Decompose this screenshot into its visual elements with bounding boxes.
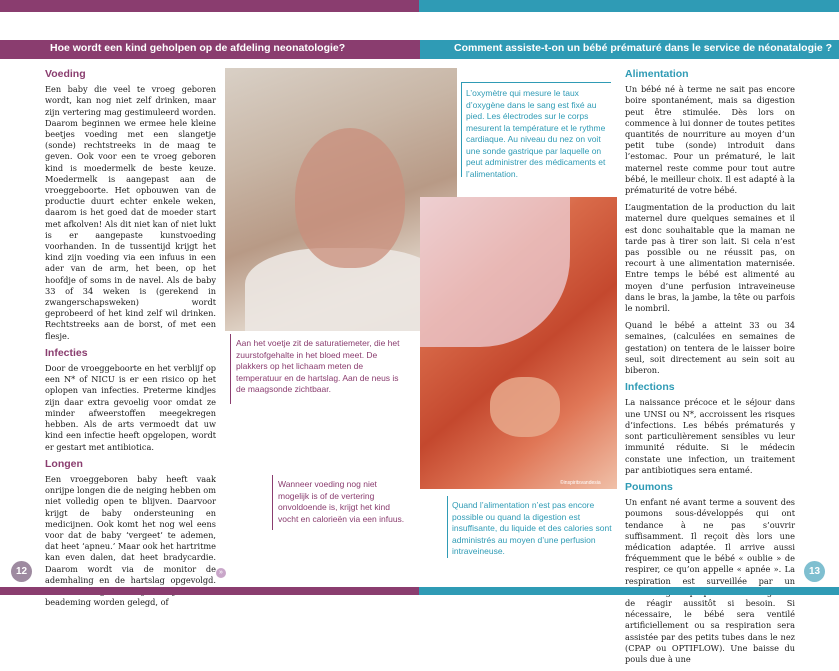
caption-nl-middle: Aan het voetje zit de saturatiemeter, die het zuurstofgehalte in het bloed meet. De plakkers op het lichaam meten de temperatuur en de hartslag. Aan de neus is de maagsonde zichtbaar.: [236, 338, 400, 394]
paragraph: Door de vroeggeboorte en het verblijf op een N* of NICU is er een risico op het oplopen van infecties. Preterme kindjes zijn daar extra gevoelig voor omdat ze minder afweerstoffen meegekregen hebben. Als de arts vermoedt dat uw kind een infectie heeft opgelopen, wordt er gestart met antibiotica.: [45, 363, 216, 452]
section-heading-longen: Longen: [45, 457, 83, 470]
paragraph: La naissance précoce et le séjour dans une UNSI ou N*, accroissent les risques d’infections. Les bébés prématurés y sont particulièrement sensibles vu leur immunité réduite. Si le médecin constate une infection, un traitement par antibiotiques sera entamé.: [625, 397, 795, 475]
caption-rule: [272, 475, 273, 530]
photo-baby: [295, 128, 405, 268]
top-bar-right: [419, 0, 839, 12]
top-bar-left: [0, 0, 419, 12]
section-heading-infecties: Infecties: [45, 346, 88, 359]
page-number-right: 13: [804, 561, 825, 582]
paragraph: Un bébé né à terme ne sait pas encore boire spontanément, mais sa digestion peut être stimulée. Dès lors on commence à lui donner de toutes petites quantités de nourriture au moyen d’un petit tube (sonde) introduit dans l’estomac. Pour un prématuré, le lait maternel reste comme pour tout autre bébé, le meilleur choix. Il est adapté à la prématurité de votre bébé.: [625, 84, 795, 196]
section-heading-infections: Infections: [625, 381, 675, 394]
paragraph: L’augmentation de la production du lait maternel dure quelques semaines et il est donc souhaitable que la maman ne tarde pas à tirer son lait. Si cela n’est pas possible ou ne réussit pas, on recourt à une alimentation maternisée. Entre temps le bébé est alimenté au moyen d’une perfusion intraveineuse dans le bras, la jambe, la tête ou parfois le nombril.: [625, 202, 795, 314]
section-heading-voeding: Voeding: [45, 68, 86, 80]
section-heading-poumons: Poumons: [625, 480, 673, 493]
right-header-title: Comment assiste-t-on un bébé prématuré dans le service de néonatalogie ?: [454, 42, 833, 54]
caption-fr-top: L’oxymètre qui mesure le taux d’oxygène dans le sang est fixé au pied. Les électrodes sur le corps mesurent la température et le rythme cardiaque. Au niveau du nez on voit une sonde gastrique par laquelle on peut administrer des médicaments et l’alimentation.: [466, 88, 606, 179]
continue-arrow-icon: »: [216, 568, 226, 578]
photo-blanket: [420, 197, 570, 347]
photo-foot: [490, 377, 560, 437]
paragraph: Quand le bébé a atteint 33 ou 34 semaines, (calculées en semaines de gestation) on tentera de le laisser boire seul, soit directement au sein soit au biberon.: [625, 320, 795, 376]
section-heading-alimentation: Alimentation: [625, 68, 689, 80]
left-header-title: Hoe wordt een kind geholpen op de afdeling neonatologie?: [50, 42, 346, 54]
caption-rule: [461, 82, 611, 83]
caption-rule: [461, 82, 462, 177]
photo-credit: ©inspiritsvandesia: [560, 480, 601, 486]
page-number-left: 12: [11, 561, 32, 582]
left-header: [0, 40, 420, 59]
caption-nl-bottom: Wanneer voeding nog niet mogelijk is of de vertering onvoldoende is, krijgt het kind vocht en calorieën via een infuus.: [278, 479, 405, 524]
bottom-bar-right: [419, 587, 839, 595]
bottom-bar-left: [0, 587, 419, 595]
paragraph: Een vroeggeboren baby heeft vaak onrijpe longen die de neiging hebben om niet volledig open te blijven. Daarvoor krijgt de baby ondersteuning en medicijnen. Ook komt het nog wel eens voor dat de baby ‘vergeet’ te ademen, dat heet ‘apneu.’ Maar ook het hartritme kan even dalen, dat heet bradycardie. Daarom wordt via de monitor de ademhaling en de hartslag opgevolgd. beademing worden gelegd, of: [45, 473, 216, 608]
paragraph: Een baby die veel te vroeg geboren wordt, kan nog niet zelf drinken, maar zijn vertering mag gestimuleerd worden. Daarom beginnen we ermee hele kleine beetjes voeding met een slangetje (sonde) rechtstreeks in de maag te geven. Ook voor een te vroeg geboren kind is moedermelk de beste keuze. Moedermelk is aangepast aan de vroeggeboorte. Het opbouwen van de productie duurt echter enkele weken, daarom is het goed dat de moeder start met afkolven! Als dit niet kan of niet lukt is er aangepaste kunstvoeding voorhanden. In de tussentijd krijgt het kind zijn voeding via een infuus in een ader van de arm, het been, op het hoofdje of soms in de navel. Als de baby 33 of 34 weken is (gerekend in zwangerschapsweken) wordt geprobeerd of het kind zelf wil drinken. Rechtstreeks aan de borst, of met een flesje.: [45, 84, 216, 341]
caption-rule: [447, 496, 448, 558]
caption-rule: [230, 334, 231, 404]
left-column: [45, 69, 216, 614]
right-header: [420, 40, 839, 59]
caption-fr-bottom: Quand l’alimentation n’est pas encore possible ou quand la digestion est insuffisante, du liquide et des calories sont administrés au moyen d’une perfusion intraveineuse.: [452, 500, 612, 556]
right-column: [625, 69, 795, 671]
paragraph: Un enfant né avant terme a souvent des poumons sous-développés qui ont tendance à ne pas s’ouvrir suffisamment. Il reçoit dès lors une médication adaptée. Il arrive aussi fréquemment que le bébé « oublie » de respirer, ce qu’on appelle « apnée ». La respiration est surveillée par un de réagir aussitôt si besoin. Si nécessaire, le bébé sera ventilé artificiellement ou sa respiration sera assistée par des petits tubes dans le nez (CPAP ou OPTIFLOW). Une baisse du pouls due à une: [625, 497, 795, 664]
photo-baby-foot: [420, 197, 617, 489]
